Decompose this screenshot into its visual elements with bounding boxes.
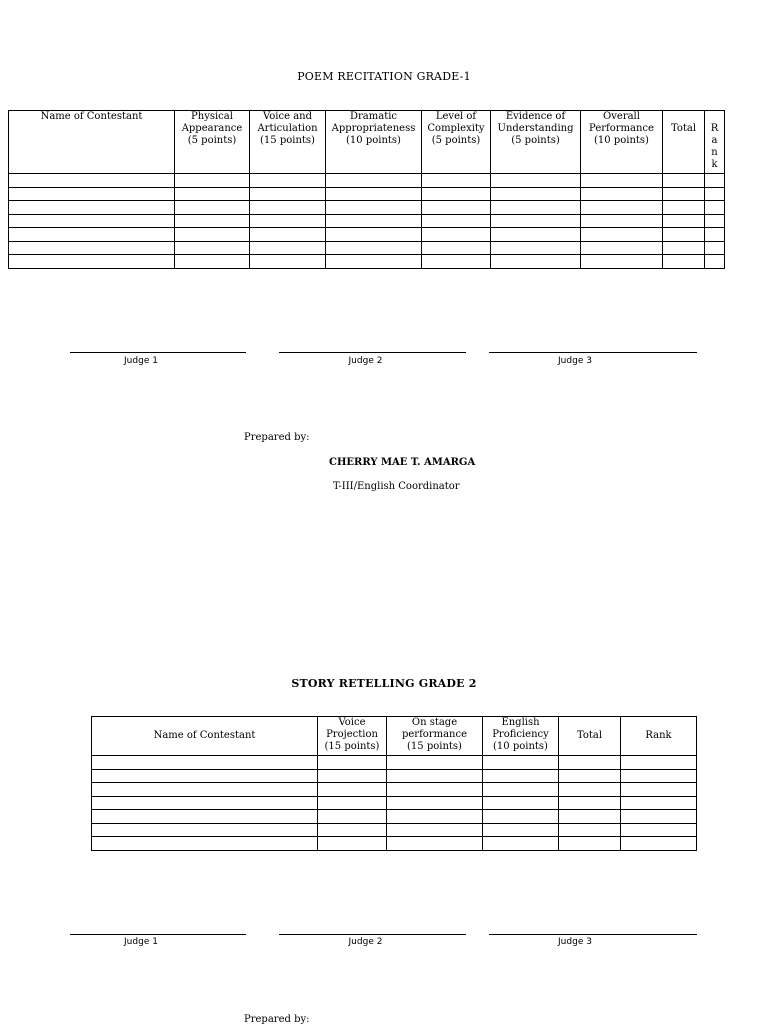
judge-3-label: Judge 3 (558, 356, 592, 366)
score-cell[interactable] (92, 756, 318, 770)
table-row (9, 201, 725, 215)
score-cell[interactable] (581, 241, 663, 255)
judge-3-label: Judge 3 (558, 937, 592, 947)
score-cell[interactable] (705, 255, 725, 269)
preparer-name: CHERRY MAE T. AMARGA (329, 457, 476, 468)
score-cell[interactable] (491, 241, 581, 255)
header-overall-performance: Overall Performance (10 points) (581, 111, 663, 174)
score-cell[interactable] (483, 783, 559, 797)
judge-1-signature-line (70, 934, 246, 935)
score-cell[interactable] (559, 769, 621, 783)
judge-1-signature-line (70, 352, 246, 353)
table-row (9, 214, 725, 228)
score-cell[interactable] (581, 228, 663, 242)
score-cell[interactable] (559, 837, 621, 851)
score-cell[interactable] (621, 769, 697, 783)
table-row (92, 796, 697, 810)
table-row (92, 756, 697, 770)
table-row (92, 837, 697, 851)
score-cell[interactable] (326, 228, 422, 242)
score-cell[interactable] (250, 255, 326, 269)
table-row (9, 241, 725, 255)
judge-2-signature-line (279, 934, 466, 935)
score-cell[interactable] (705, 241, 725, 255)
score-cell[interactable] (92, 837, 318, 851)
score-cell[interactable] (581, 187, 663, 201)
score-cell[interactable] (175, 187, 250, 201)
prepared-by-label-bottom: Prepared by: (244, 1014, 310, 1025)
score-cell[interactable] (326, 241, 422, 255)
score-cell[interactable] (705, 174, 725, 188)
header-name-of-contestant: Name of Contestant (9, 111, 175, 174)
score-cell[interactable] (581, 201, 663, 215)
judge-1-label: Judge 1 (124, 937, 158, 947)
table-row (92, 769, 697, 783)
score-cell[interactable] (491, 228, 581, 242)
score-cell[interactable] (326, 174, 422, 188)
score-cell[interactable] (250, 187, 326, 201)
score-cell[interactable] (250, 214, 326, 228)
score-cell[interactable] (483, 810, 559, 824)
score-cell[interactable] (621, 837, 697, 851)
score-cell[interactable] (663, 187, 705, 201)
story-score-table (91, 716, 697, 851)
score-cell[interactable] (621, 756, 697, 770)
table-row (9, 187, 725, 201)
score-cell[interactable] (175, 174, 250, 188)
score-cell[interactable] (422, 214, 491, 228)
score-cell[interactable] (175, 201, 250, 215)
header-voice-projection: Voice Projection (15 points) (318, 717, 387, 756)
score-cell[interactable] (483, 769, 559, 783)
score-cell[interactable] (326, 187, 422, 201)
score-cell[interactable] (663, 174, 705, 188)
header-total: Total (663, 111, 705, 174)
judge-3-signature-line (489, 352, 697, 353)
score-cell[interactable] (663, 201, 705, 215)
score-cell[interactable] (422, 228, 491, 242)
score-cell[interactable] (250, 241, 326, 255)
score-cell[interactable] (491, 214, 581, 228)
score-cell[interactable] (621, 823, 697, 837)
table-row (92, 823, 697, 837)
score-cell[interactable] (326, 201, 422, 215)
score-cell[interactable] (175, 214, 250, 228)
header-rank: Rank (621, 717, 697, 756)
score-cell[interactable] (422, 255, 491, 269)
score-cell[interactable] (422, 174, 491, 188)
score-cell[interactable] (318, 756, 387, 770)
table-row (9, 255, 725, 269)
score-cell[interactable] (559, 810, 621, 824)
score-cell[interactable] (491, 174, 581, 188)
score-cell[interactable] (9, 214, 175, 228)
score-cell[interactable] (663, 228, 705, 242)
score-cell[interactable] (9, 187, 175, 201)
score-cell[interactable] (318, 796, 387, 810)
score-cell[interactable] (621, 783, 697, 797)
score-cell[interactable] (318, 810, 387, 824)
table-row (9, 174, 725, 188)
header-total: Total (559, 717, 621, 756)
score-cell[interactable] (175, 241, 250, 255)
prepared-by-label: Prepared by: (244, 432, 310, 443)
preparer-position: T-III/English Coordinator (333, 481, 460, 492)
score-cell[interactable] (422, 241, 491, 255)
score-cell[interactable] (663, 255, 705, 269)
score-cell[interactable] (387, 810, 483, 824)
header-rank: R a n k (705, 111, 725, 174)
poem-score-table (8, 110, 725, 269)
score-cell[interactable] (559, 783, 621, 797)
score-cell[interactable] (387, 837, 483, 851)
score-cell[interactable] (387, 769, 483, 783)
table-row (9, 228, 725, 242)
score-cell[interactable] (387, 796, 483, 810)
score-cell[interactable] (9, 241, 175, 255)
score-cell[interactable] (92, 783, 318, 797)
score-cell[interactable] (387, 783, 483, 797)
story-title: STORY RETELLING GRADE 2 (291, 677, 477, 690)
poem-title: POEM RECITATION GRADE-1 (297, 70, 471, 83)
score-cell[interactable] (581, 214, 663, 228)
score-cell[interactable] (387, 823, 483, 837)
score-cell[interactable] (483, 796, 559, 810)
judge-3-signature-line (489, 934, 697, 935)
judge-1-label: Judge 1 (124, 356, 158, 366)
score-cell[interactable] (9, 228, 175, 242)
score-cell[interactable] (559, 756, 621, 770)
score-cell[interactable] (318, 769, 387, 783)
score-cell[interactable] (422, 201, 491, 215)
score-cell[interactable] (318, 823, 387, 837)
score-cell[interactable] (250, 228, 326, 242)
score-cell[interactable] (318, 783, 387, 797)
score-cell[interactable] (92, 796, 318, 810)
score-cell[interactable] (621, 796, 697, 810)
score-cell[interactable] (250, 201, 326, 215)
score-cell[interactable] (663, 241, 705, 255)
score-cell[interactable] (92, 810, 318, 824)
score-cell[interactable] (387, 756, 483, 770)
score-cell[interactable] (559, 823, 621, 837)
score-cell[interactable] (92, 769, 318, 783)
score-cell[interactable] (663, 214, 705, 228)
score-cell[interactable] (9, 201, 175, 215)
score-cell[interactable] (705, 214, 725, 228)
header-on-stage-performance: On stage performance (15 points) (387, 717, 483, 756)
table-row (92, 810, 697, 824)
judge-2-signature-line (279, 352, 466, 353)
score-cell[interactable] (318, 837, 387, 851)
score-cell[interactable] (9, 255, 175, 269)
score-cell[interactable] (491, 255, 581, 269)
score-cell[interactable] (483, 823, 559, 837)
score-cell[interactable] (422, 187, 491, 201)
score-cell[interactable] (705, 187, 725, 201)
score-cell[interactable] (175, 255, 250, 269)
score-cell[interactable] (483, 837, 559, 851)
score-cell[interactable] (175, 228, 250, 242)
header-name-of-contestant: Name of Contestant (92, 717, 318, 756)
header-english-proficiency: English Proficiency (10 points) (483, 717, 559, 756)
score-cell[interactable] (581, 174, 663, 188)
score-cell[interactable] (9, 174, 175, 188)
score-cell[interactable] (581, 255, 663, 269)
score-cell[interactable] (483, 756, 559, 770)
score-cell[interactable] (705, 228, 725, 242)
score-cell[interactable] (250, 174, 326, 188)
score-cell[interactable] (491, 201, 581, 215)
header-dramatic-appropriateness: Dramatic Appropriateness (10 points) (326, 111, 422, 174)
score-cell[interactable] (491, 187, 581, 201)
judge-2-label: Judge 2 (348, 356, 383, 366)
header-physical-appearance: Physical Appearance (5 points) (175, 111, 250, 174)
score-cell[interactable] (559, 796, 621, 810)
header-voice-articulation: Voice and Articulation (15 points) (250, 111, 326, 174)
score-cell[interactable] (621, 810, 697, 824)
header-level-of-complexity: Level of Complexity (5 points) (422, 111, 491, 174)
score-cell[interactable] (326, 214, 422, 228)
score-cell[interactable] (326, 255, 422, 269)
score-cell[interactable] (705, 201, 725, 215)
score-cell[interactable] (92, 823, 318, 837)
header-evidence-of-understanding: Evidence of Understanding (5 points) (491, 111, 581, 174)
table-row (92, 783, 697, 797)
judge-2-label: Judge 2 (348, 937, 383, 947)
